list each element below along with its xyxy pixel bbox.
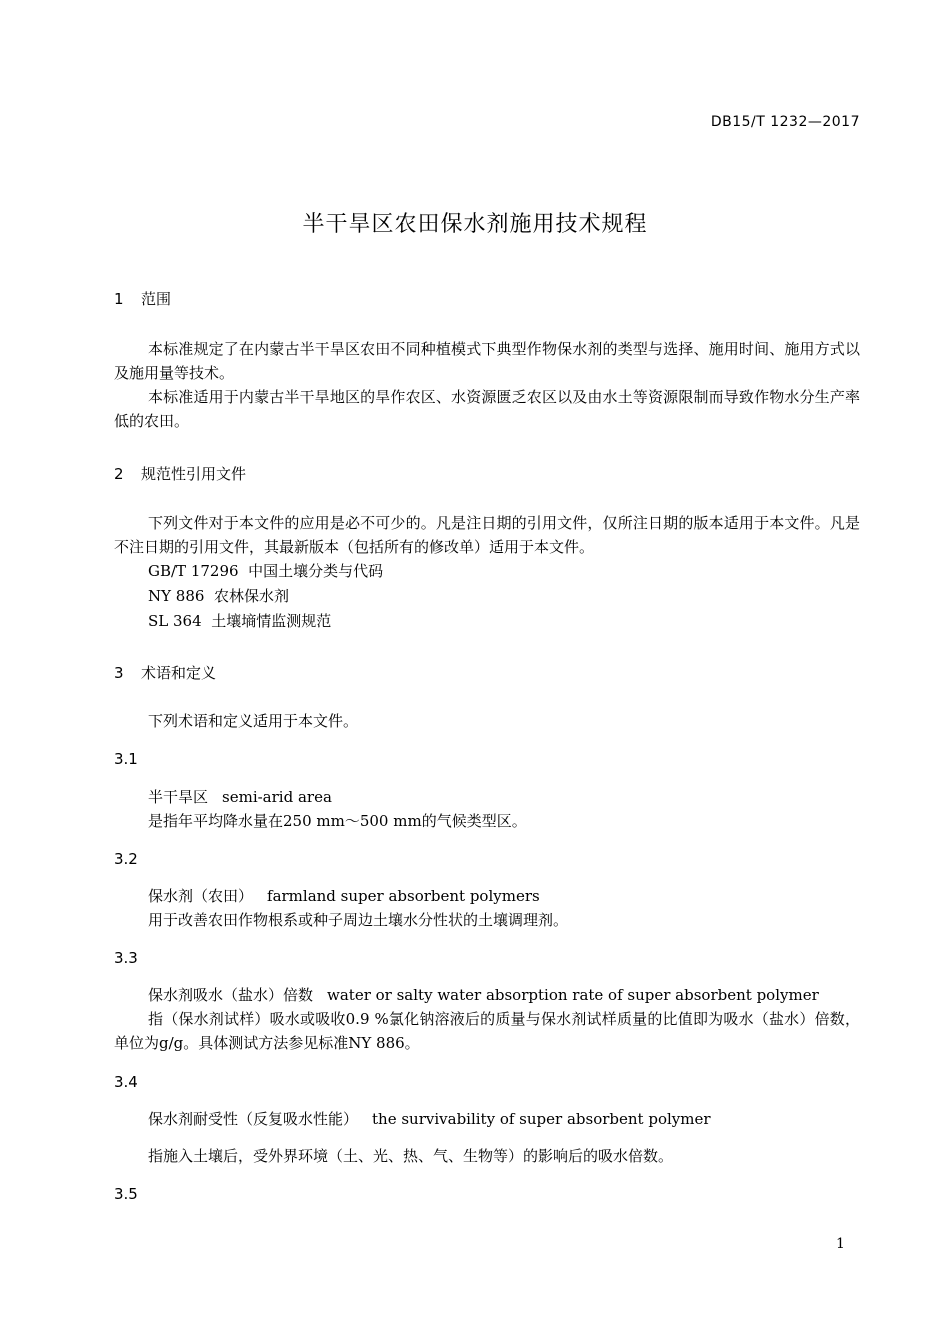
reference-item	[148, 584, 289, 608]
term-3-3-title	[148, 983, 819, 1007]
term-3-2-title	[148, 884, 540, 908]
reference-item	[148, 559, 383, 583]
term-3-5-number: 3.5	[114, 1185, 138, 1203]
section-title: 范围	[141, 290, 172, 308]
reference-name: 土壤墒情监测规范	[211, 612, 332, 630]
term-3-3-definition: 指（保水剂试样）吸水或吸收0.9 %氯化钠溶液后的质量与保水剂试样质量的比值即为吸水（盐水）倍数，单位为g/g。具体测试方法参见标准NY 886。	[114, 1010, 860, 1052]
term-chinese-name: 保水剂耐受性（反复吸水性能）	[148, 1110, 359, 1128]
term-3-1-definition: 是指年平均降水量在250 mm～500 mm的气候类型区。	[148, 812, 527, 830]
term-english-name: the survivability of super absorbent polymer	[372, 1110, 711, 1128]
section-title: 术语和定义	[141, 664, 217, 682]
reference-code: NY 886	[148, 587, 205, 605]
reference-code: SL 364	[148, 612, 202, 630]
section-number: 2	[114, 465, 124, 483]
term-3-1-title	[148, 785, 332, 809]
section-number: 3	[114, 664, 124, 682]
reference-code: GB/T 17296	[148, 562, 239, 580]
term-3-2-definition: 用于改善农田作物根系或种子周边土壤水分性状的土壤调理剂。	[148, 911, 569, 929]
page-number: 1	[836, 1236, 845, 1252]
term-3-4-title	[148, 1107, 711, 1131]
section-3-heading	[114, 662, 216, 683]
document-title: 半干旱区农田保水剂施用技术规程	[302, 212, 648, 237]
term-3-4-number: 3.4	[114, 1073, 138, 1091]
term-english-name: farmland super absorbent polymers	[267, 887, 540, 905]
term-english-name: semi-arid area	[222, 788, 332, 806]
term-3-2-number: 3.2	[114, 850, 138, 868]
section-title: 规范性引用文件	[141, 465, 247, 483]
reference-name: 中国土壤分类与代码	[248, 562, 384, 580]
term-chinese-name: 保水剂吸水（盐水）倍数	[148, 986, 314, 1004]
section-3-intro: 下列术语和定义适用于本文件。	[148, 712, 359, 730]
section-1-heading	[114, 288, 171, 309]
section-2-heading	[114, 463, 246, 484]
term-3-4-definition: 指施入土壤后，受外界环境（土、光、热、气、生物等）的影响后的吸水倍数。	[148, 1147, 674, 1165]
standard-code: DB15/T 1232—2017	[710, 114, 860, 130]
section-1-paragraph-2: 本标准适用于内蒙古半干旱地区的旱作农区、水资源匮乏农区以及由水土等资源限制而导致作物水分生产率低的农田。	[114, 388, 860, 430]
term-3-3-number: 3.3	[114, 949, 138, 967]
term-chinese-name: 半干旱区	[148, 788, 209, 806]
reference-name: 农林保水剂	[213, 587, 289, 605]
term-3-1-number: 3.1	[114, 750, 138, 768]
term-english-name: water or salty water absorption rate of super absorbent polymer	[327, 986, 819, 1004]
term-chinese-name: 保水剂（农田）	[148, 887, 254, 905]
section-2-paragraph: 下列文件对于本文件的应用是必不可少的。凡是注日期的引用文件，仅所注日期的版本适用于本文件。凡是不注日期的引用文件，其最新版本（包括所有的修改单）适用于本文件。	[114, 514, 860, 556]
reference-item	[148, 609, 331, 633]
section-number: 1	[114, 290, 124, 308]
section-1-paragraph-1: 本标准规定了在内蒙古半干旱区农田不同种植模式下典型作物保水剂的类型与选择、施用时间、施用方式以及施用量等技术。	[114, 340, 860, 382]
